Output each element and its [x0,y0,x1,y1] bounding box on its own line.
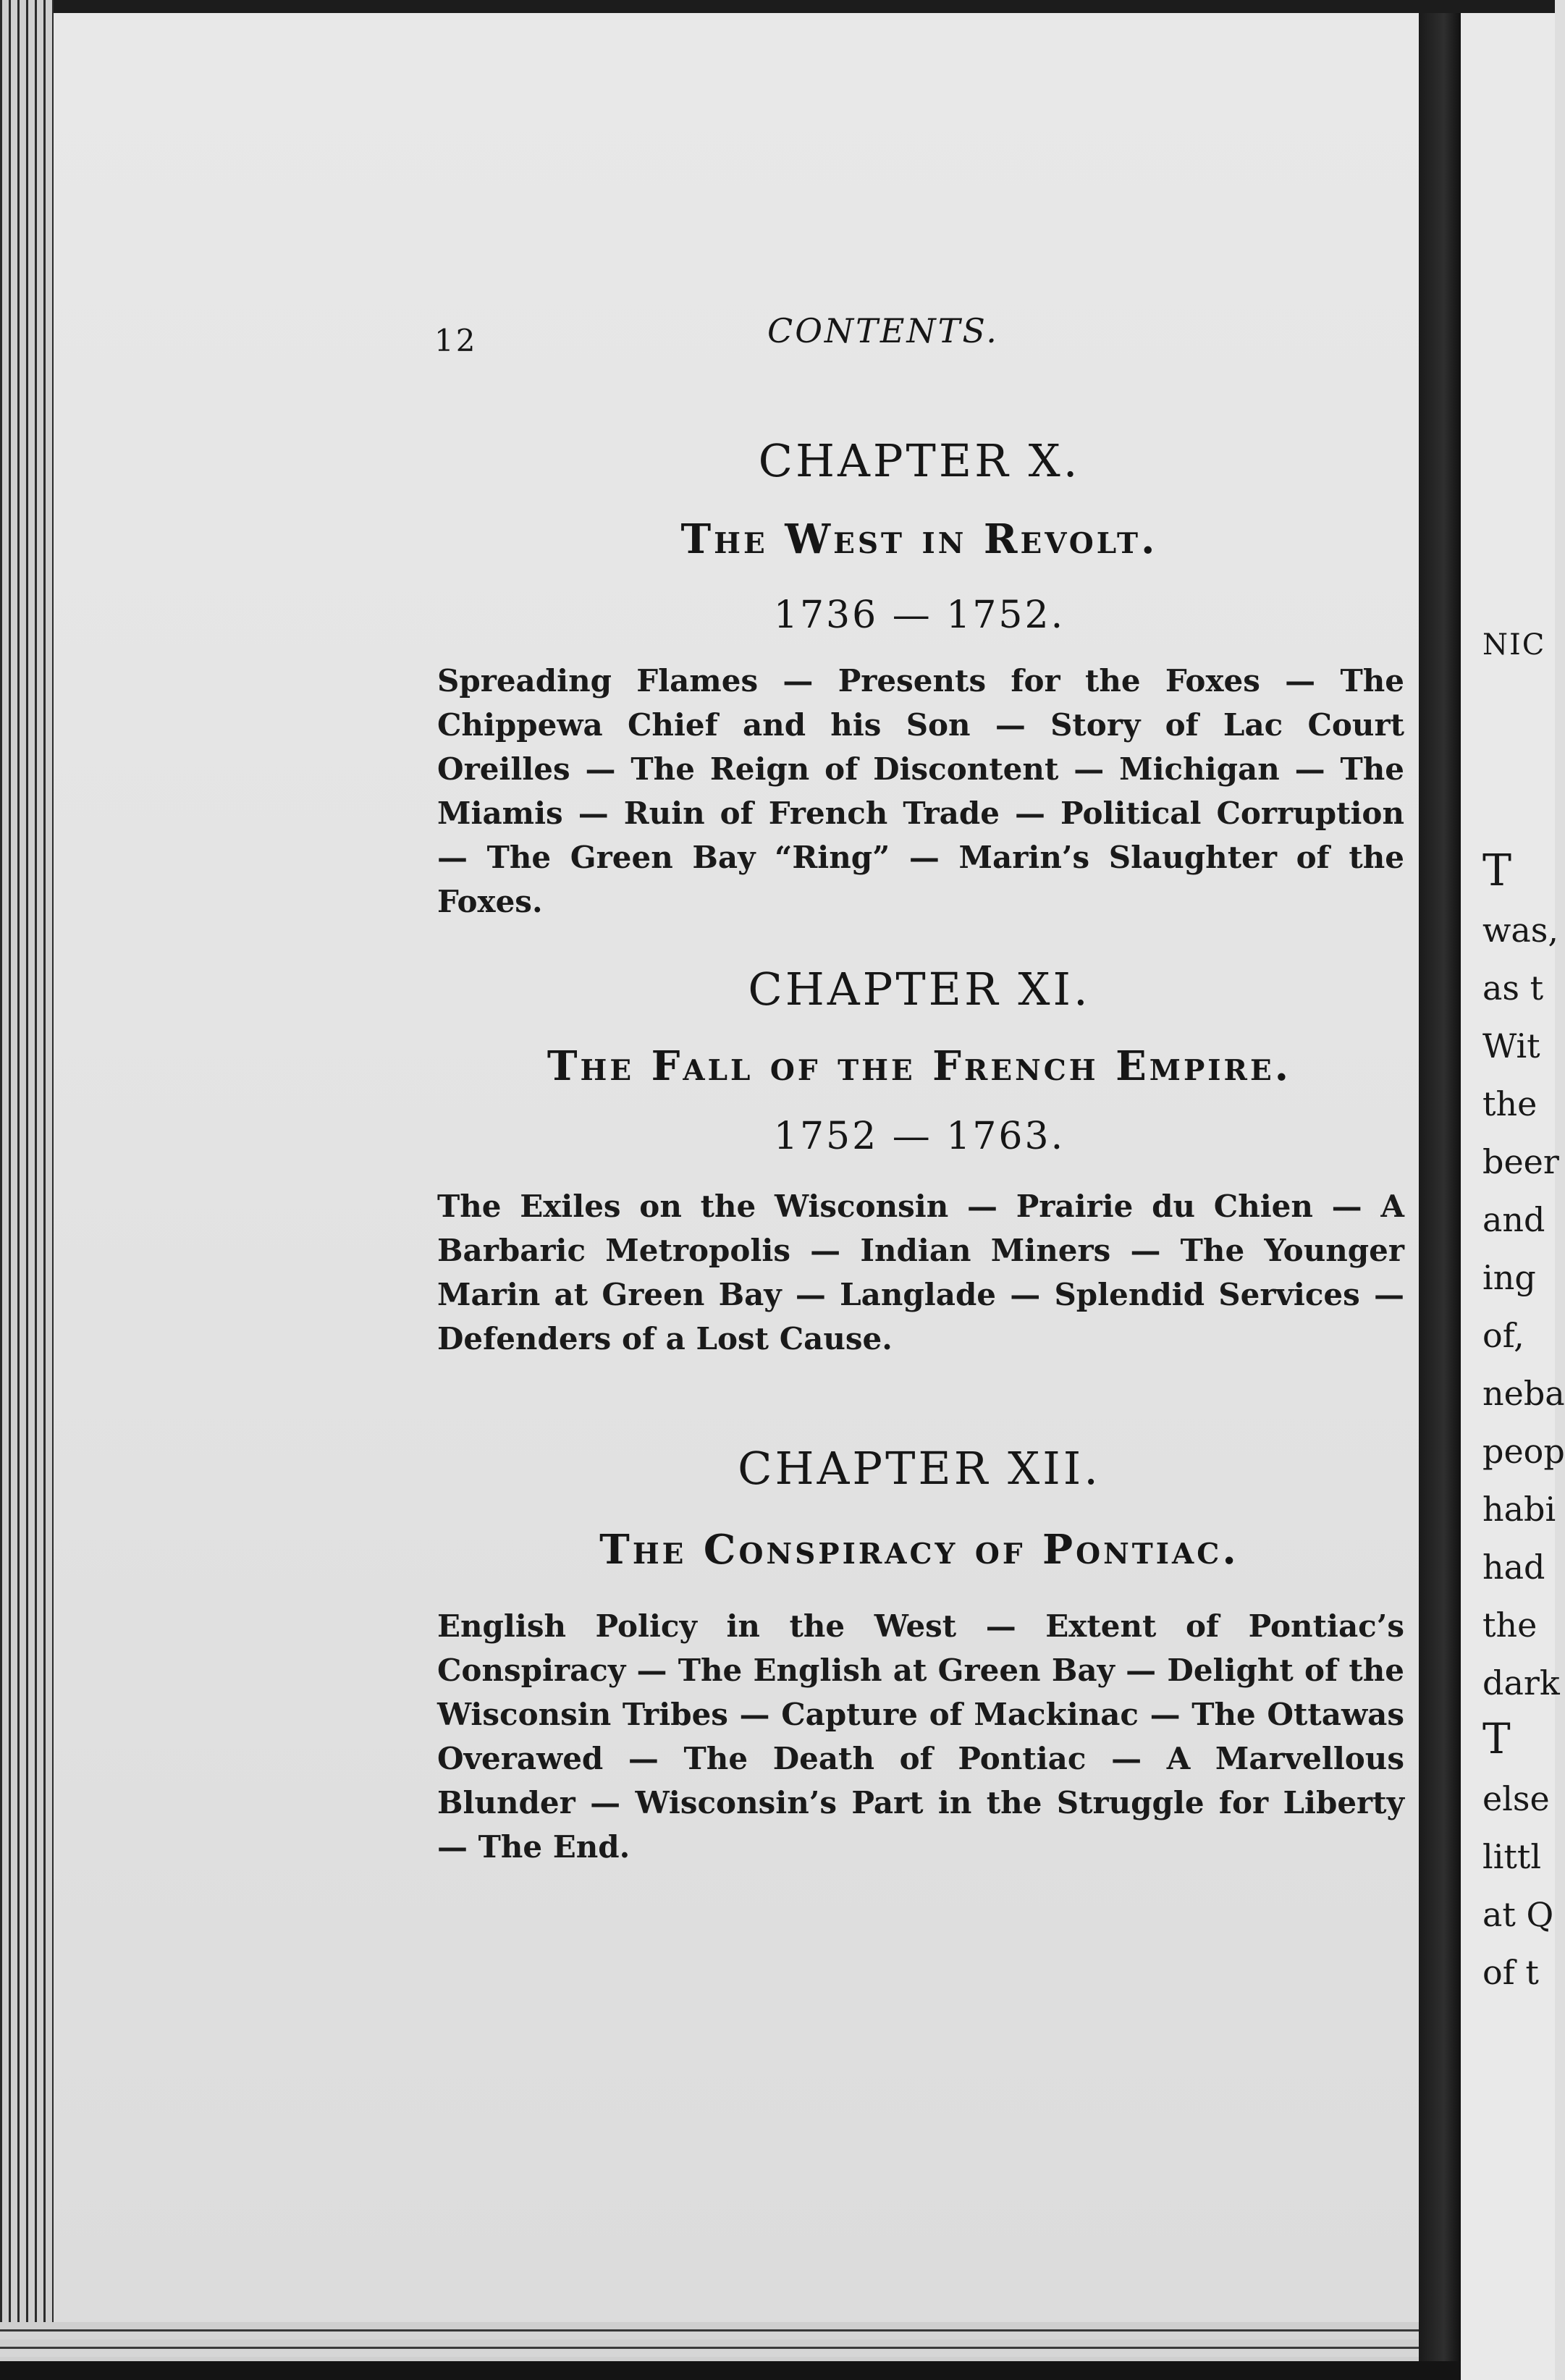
chapter-12-subtitle: The Conspiracy of Pontiac. [599,1526,1239,1574]
chapter-12-synopsis: English Policy in the West — Extent of Pontiac’s Conspiracy — The English at Green Bay — Delight of the Wisconsin Tribes — Capture of Mackinac — The Ottawas Overawed — The Death of Pontiac — A Marvellous Blunder — Wisconsin’s Part in the Struggle for Liberty — The End. [437,1608,1404,1865]
facing-page-text: and [1482,1200,1545,1239]
running-head: CONTENTS. [767,311,999,350]
facing-page-text: was, [1482,911,1559,950]
chapter-10-dates: 1736 — 1752. [773,594,1066,637]
facing-page-text: the [1482,1605,1537,1645]
facing-page-text: of t [1482,1953,1539,1992]
facing-page-text: the [1482,1084,1537,1123]
bottom-dark-edge [0,2361,1555,2380]
chapter-10-title: CHAPTER X. [758,434,1081,487]
facing-page-text: neba [1482,1374,1565,1413]
facing-page-text: dark [1482,1663,1560,1702]
chapter-12-title: CHAPTER XII. [738,1442,1101,1495]
chapter-10-subtitle: The West in Revolt. [680,515,1158,563]
stacked-page-edges [0,0,54,2380]
facing-page-text: at Q [1482,1895,1554,1934]
chapter-11-subtitle: The Fall of the French Empire. [547,1042,1292,1090]
book-gutter [1419,13,1461,2380]
chapter-11-synopsis: The Exiles on the Wisconsin — Prairie du Chien — A Barbaric Metropolis — Indian Miners — The Younger Marin at Green Bay — Langlade — Splendid Services — Defenders of a Lost Cause. [437,1189,1404,1356]
page-number: 12 [434,323,478,358]
left-page [54,13,1419,2322]
facing-page-text: Wit [1482,1026,1540,1065]
chapter-11-dates: 1752 — 1763. [773,1115,1066,1158]
facing-page-text: beer [1482,1142,1559,1181]
facing-page-text: as t [1482,969,1544,1008]
facing-page-text: littl [1482,1837,1542,1876]
facing-page-text: peop [1482,1432,1565,1471]
facing-page-text: ing [1482,1258,1536,1297]
facing-page [1461,13,1565,2380]
facing-page-text: NIC [1482,628,1546,662]
facing-page-text: had [1482,1548,1545,1587]
chapter-11-title: CHAPTER XI. [748,963,1091,1016]
chapter-10-synopsis: Spreading Flames — Presents for the Foxes — The Chippewa Chief and his Son — Story of Lac Court Oreilles — The Reign of Discontent — Michigan — The Miamis — Ruin of French Trade — Political Corruption — The Green Bay “Ring” — Marin’s Slaughter of the Foxes. [437,663,1404,919]
facing-page-text: habi [1482,1490,1556,1529]
facing-page-text: T [1482,1714,1511,1763]
facing-page-text: of, [1482,1316,1524,1355]
facing-page-text: T [1482,845,1512,896]
facing-page-text: else [1482,1779,1550,1818]
